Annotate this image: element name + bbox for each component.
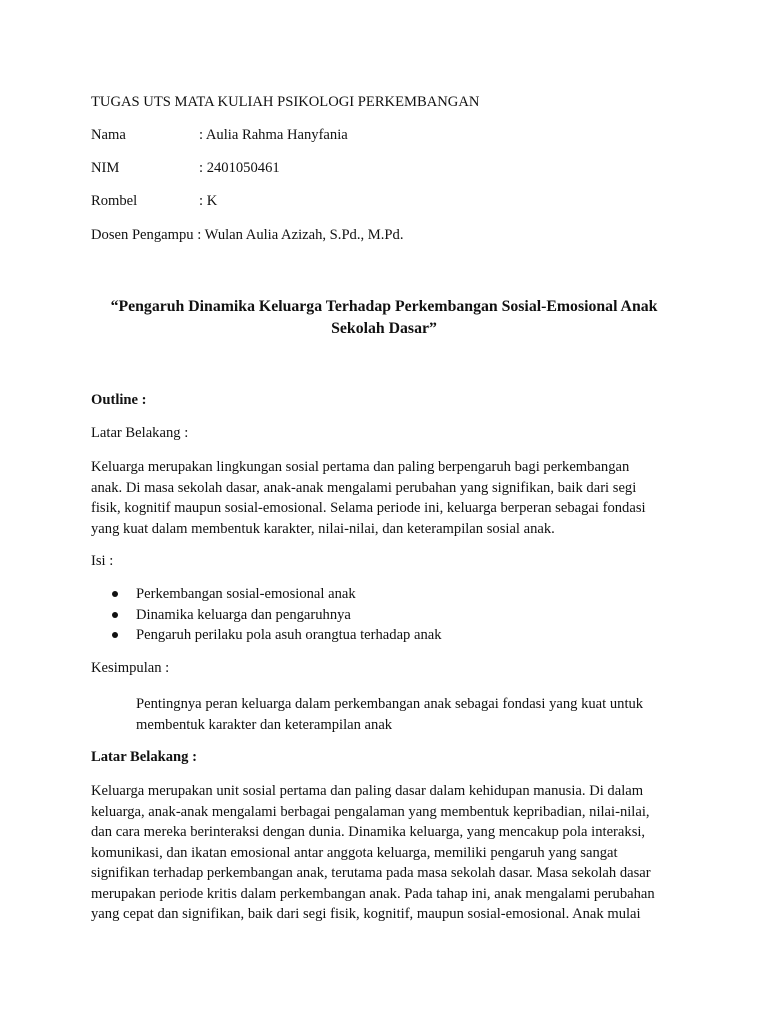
outline-heading: Outline : bbox=[91, 392, 147, 408]
paragraph-line: Keluarga merupakan lingkungan sosial pertama dan paling berpengaruh bagi perkembangan bbox=[91, 459, 630, 475]
rombel-label: Rombel bbox=[91, 193, 138, 209]
bullet-icon bbox=[112, 612, 118, 618]
list-item bbox=[91, 584, 442, 605]
paragraph-line: dan cara mereka berinteraksi dengan dunia. Dinamika keluarga, yang mencakup pola interaksi, bbox=[91, 824, 646, 840]
paragraph-line: Pentingnya peran keluarga dalam perkembangan anak sebagai fondasi yang kuat untuk bbox=[136, 696, 644, 712]
paragraph-line: merupakan periode kritis dalam perkembangan anak. Pada tahap ini, anak mengalami perubahan bbox=[91, 885, 655, 902]
latar-belakang-paragraph bbox=[91, 781, 691, 925]
paragraph-line: membentuk karakter dan keterampilan anak bbox=[136, 716, 393, 733]
outline-latar-label: Latar Belakang : bbox=[91, 425, 189, 441]
paragraph-line: anak. Di masa sekolah dasar, anak-anak mengalami perubahan yang signifikan, baik dari segi bbox=[91, 479, 637, 496]
kesimpulan-paragraph bbox=[136, 694, 643, 735]
latar-belakang-heading: Latar Belakang : bbox=[91, 749, 197, 765]
paragraph-line: signifikan terhadap perkembangan anak, terutama pada masa sekolah dasar. Masa sekolah dasar bbox=[91, 865, 651, 881]
nim-value: : 2401050461 bbox=[199, 160, 280, 176]
list-item-text: Perkembangan sosial-emosional anak bbox=[136, 586, 356, 602]
outline-kesimpulan-label: Kesimpulan : bbox=[91, 660, 170, 676]
paragraph-line: Keluarga merupakan unit sosial pertama dan paling dasar dalam kehidupan manusia. Di dalam bbox=[91, 783, 644, 799]
paragraph-line: keluarga, anak-anak mengalami berbagai pengalaman yang membentuk kepribadian, nilai-nilai, bbox=[91, 803, 650, 820]
list-item-text: Pengaruh perilaku pola asuh orangtua terhadap anak bbox=[136, 627, 442, 644]
paragraph-line: yang kuat dalam membentuk karakter, nilai-nilai, dan keterampilan sosial anak. bbox=[91, 520, 555, 537]
dosen-line: Dosen Pengampu : Wulan Aulia Azizah, S.Pd., M.Pd. bbox=[91, 227, 404, 243]
title-line-1: “Pengaruh Dinamika Keluarga Terhadap Perkembangan Sosial-Emosional Anak bbox=[110, 298, 658, 315]
paragraph-line: yang cepat dan signifikan, baik dari segi fisik, kognitif, maupun sosial-emosional. Anak mulai bbox=[91, 906, 641, 922]
title-line-2: Sekolah Dasar” bbox=[331, 320, 437, 337]
list-item-text: Dinamika keluarga dan pengaruhnya bbox=[136, 606, 351, 623]
document-title bbox=[91, 296, 677, 340]
name-value: : Aulia Rahma Hanyfania bbox=[199, 127, 348, 143]
outline-latar-paragraph bbox=[91, 457, 691, 539]
nim-label: NIM bbox=[91, 160, 120, 176]
name-label: Nama bbox=[91, 127, 126, 143]
bullet-icon bbox=[112, 632, 118, 638]
outline-isi-label: Isi : bbox=[91, 553, 114, 569]
paragraph-line: komunikasi, dan ikatan emosional antar anggota keluarga, memiliki pengaruh yang sangat bbox=[91, 844, 618, 861]
list-item bbox=[91, 605, 442, 626]
course-title: TUGAS UTS MATA KULIAH PSIKOLOGI PERKEMBANGAN bbox=[91, 94, 480, 110]
bullet-icon bbox=[112, 591, 118, 597]
isi-bullet-list bbox=[91, 584, 442, 646]
paragraph-line: fisik, kognitif maupun sosial-emosional. Selama periode ini, keluarga berperan sebagai fondasi bbox=[91, 500, 646, 516]
rombel-value: : K bbox=[199, 193, 218, 209]
list-item bbox=[91, 625, 442, 646]
